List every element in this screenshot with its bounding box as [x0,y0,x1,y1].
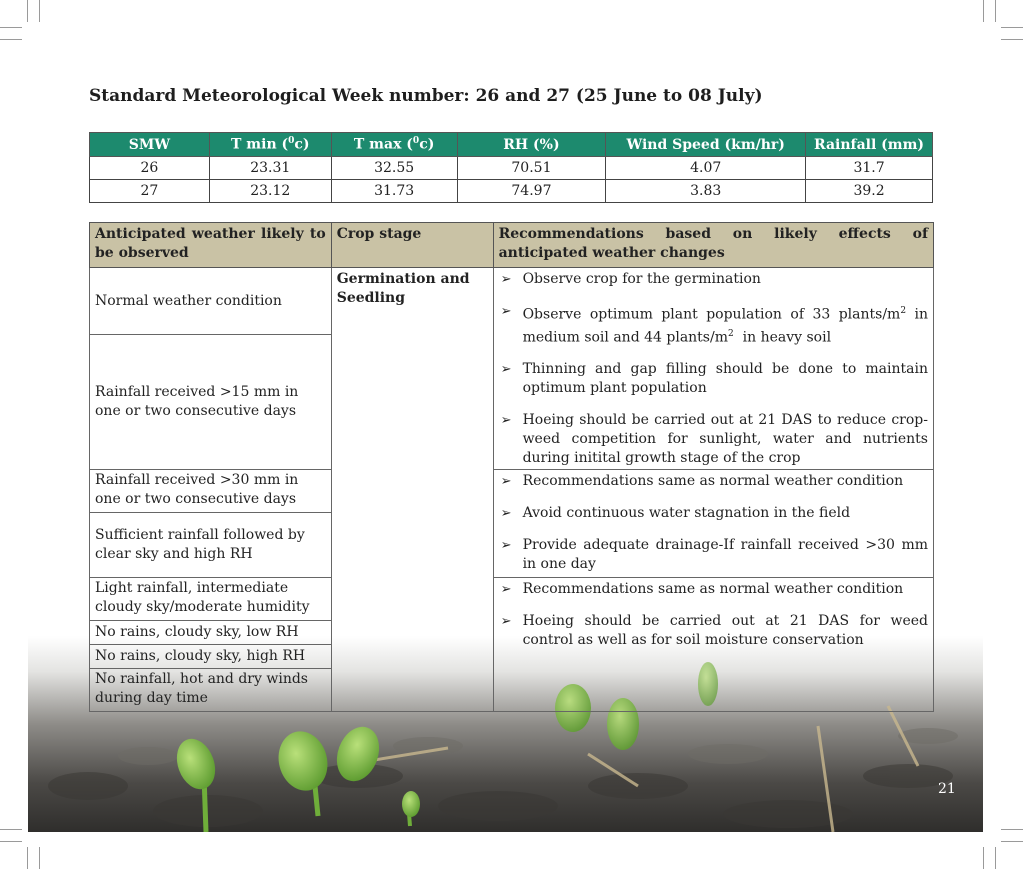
recommendation-list [499,270,928,468]
table-cell: 32.55 [331,157,457,180]
table-row [90,268,934,335]
list-item [499,612,928,650]
recommendation-text: Thinning and gap filling should be done to maintain optimum plant population [522,361,928,397]
list-item [499,580,928,599]
arrowhead-bullet-icon: ➢ [500,413,512,429]
list-item [499,270,928,289]
weather-condition-cell: No rains, cloudy sky, low RH [90,621,332,645]
recommendation-cell [493,470,933,578]
crop-mark [0,841,22,842]
weather-data-table [89,132,933,203]
crop-mark [39,0,40,22]
table-row [90,157,933,180]
header-text: T min ( [231,136,289,153]
table-row [90,470,934,513]
crop-mark [995,847,996,869]
table-cell: 23.31 [209,157,331,180]
recommendation-cell [493,578,933,712]
table-cell: 39.2 [806,180,933,203]
crop-mark [0,27,22,28]
recommendation-list [499,472,928,574]
recommendation-text: in heavy soil [733,329,832,346]
crop-mark [1001,27,1023,28]
column-header [331,133,457,157]
table-row [90,180,933,203]
degree-superscript: 0 [288,136,295,147]
weather-condition-cell: Rainfall received >15 mm in one or two consecutive days [90,335,332,470]
table-cell: 31.73 [331,180,457,203]
recommendation-text: Hoeing should be carried out at 21 DAS for weed control as well as for soil moisture conservation [522,613,928,649]
recommendation-text: Observe crop for the germination [522,271,761,287]
crop-mark [1001,39,1023,40]
table-cell: 26 [90,157,210,180]
column-header [90,133,210,157]
superscript: 2 [900,306,907,316]
column-header [806,133,933,157]
arrowhead-bullet-icon: ➢ [500,538,512,554]
column-header [606,133,806,157]
column-header-recommendations: Recommendations based on likely effects of anticipated weather changes [493,223,933,268]
list-item [499,536,928,574]
recommendation-text: Provide adequate drainage-If rainfall received >30 mm in one day [522,537,928,573]
weather-condition-cell: Sufficient rainfall followed by clear sky and high RH [90,513,332,578]
crop-mark [995,0,996,22]
recommendation-text: Avoid continuous water stagnation in the field [522,505,851,522]
table-header-row [90,133,933,157]
header-text: RH (%) [503,136,560,153]
column-header [457,133,606,157]
degree-superscript: 0 [412,136,420,147]
recommendation-text: in medium soil and 44 plants/m [522,306,928,346]
arrowhead-bullet-icon: ➢ [500,582,512,598]
arrowhead-bullet-icon: ➢ [500,362,512,378]
arrowhead-bullet-icon: ➢ [500,474,512,490]
table-cell: 70.51 [457,157,606,180]
recommendations-table [89,222,934,712]
column-header-weather: Anticipated weather likely to be observed [90,223,332,268]
header-text: SMW [128,136,171,153]
table-header-row [90,223,934,268]
crop-mark [0,39,22,40]
weather-condition-cell: Light rainfall, intermediate cloudy sky/moderate humidity [90,578,332,621]
table-cell: 31.7 [806,157,933,180]
list-item [499,504,928,523]
list-item [499,411,928,468]
header-text: T max ( [353,136,413,153]
list-item [499,302,928,347]
column-header-crop-stage: Crop stage [331,223,493,268]
table-cell: 23.12 [209,180,331,203]
header-text: c) [419,136,435,153]
crop-mark [983,847,984,869]
header-text: Rainfall (mm) [814,136,925,153]
column-header [209,133,331,157]
weather-condition-cell: No rainfall, hot and dry winds during day time [90,669,332,712]
crop-mark [983,0,984,22]
arrowhead-bullet-icon: ➢ [500,506,512,522]
crop-mark [39,847,40,869]
table-cell: 3.83 [606,180,806,203]
crop-mark [1001,841,1023,842]
recommendation-cell [493,268,933,470]
crop-mark [1001,829,1023,830]
recommendation-text: Hoeing should be carried out at 21 DAS to reduce crop-weed competition for sunlight, water and nutrients during initital growth stage of the crop [522,412,928,467]
list-item [499,360,928,398]
recommendation-list [499,580,928,650]
table-cell: 74.97 [457,180,606,203]
crop-mark [27,847,28,869]
list-item [499,472,928,491]
superscript: 2 [727,328,734,339]
page-number: 21 [938,781,956,797]
recommendation-text: Observe optimum plant population of 33 plants/m [522,306,901,323]
crop-stage-cell: Germination and Seedling [331,268,493,712]
table-cell: 27 [90,180,210,203]
header-text: Wind Speed (km/hr) [626,136,785,153]
crop-mark [27,0,28,22]
page-title: Standard Meteorological Week number: 26 and 27 (25 June to 08 July) [89,86,763,106]
recommendation-text: Recommendations same as normal weather condition [522,473,904,490]
arrowhead-bullet-icon: ➢ [500,272,512,287]
weather-condition-cell: No rains, cloudy sky, high RH [90,645,332,669]
crop-mark [0,829,22,830]
table-cell: 4.07 [606,157,806,180]
header-text: c) [294,136,310,153]
table-row [90,578,934,621]
weather-condition-cell: Normal weather condition [90,268,332,335]
weather-condition-cell: Rainfall received >30 mm in one or two consecutive days [90,470,332,513]
arrowhead-bullet-icon: ➢ [500,304,512,319]
arrowhead-bullet-icon: ➢ [500,614,512,630]
recommendation-text: Recommendations same as normal weather condition [522,581,904,598]
